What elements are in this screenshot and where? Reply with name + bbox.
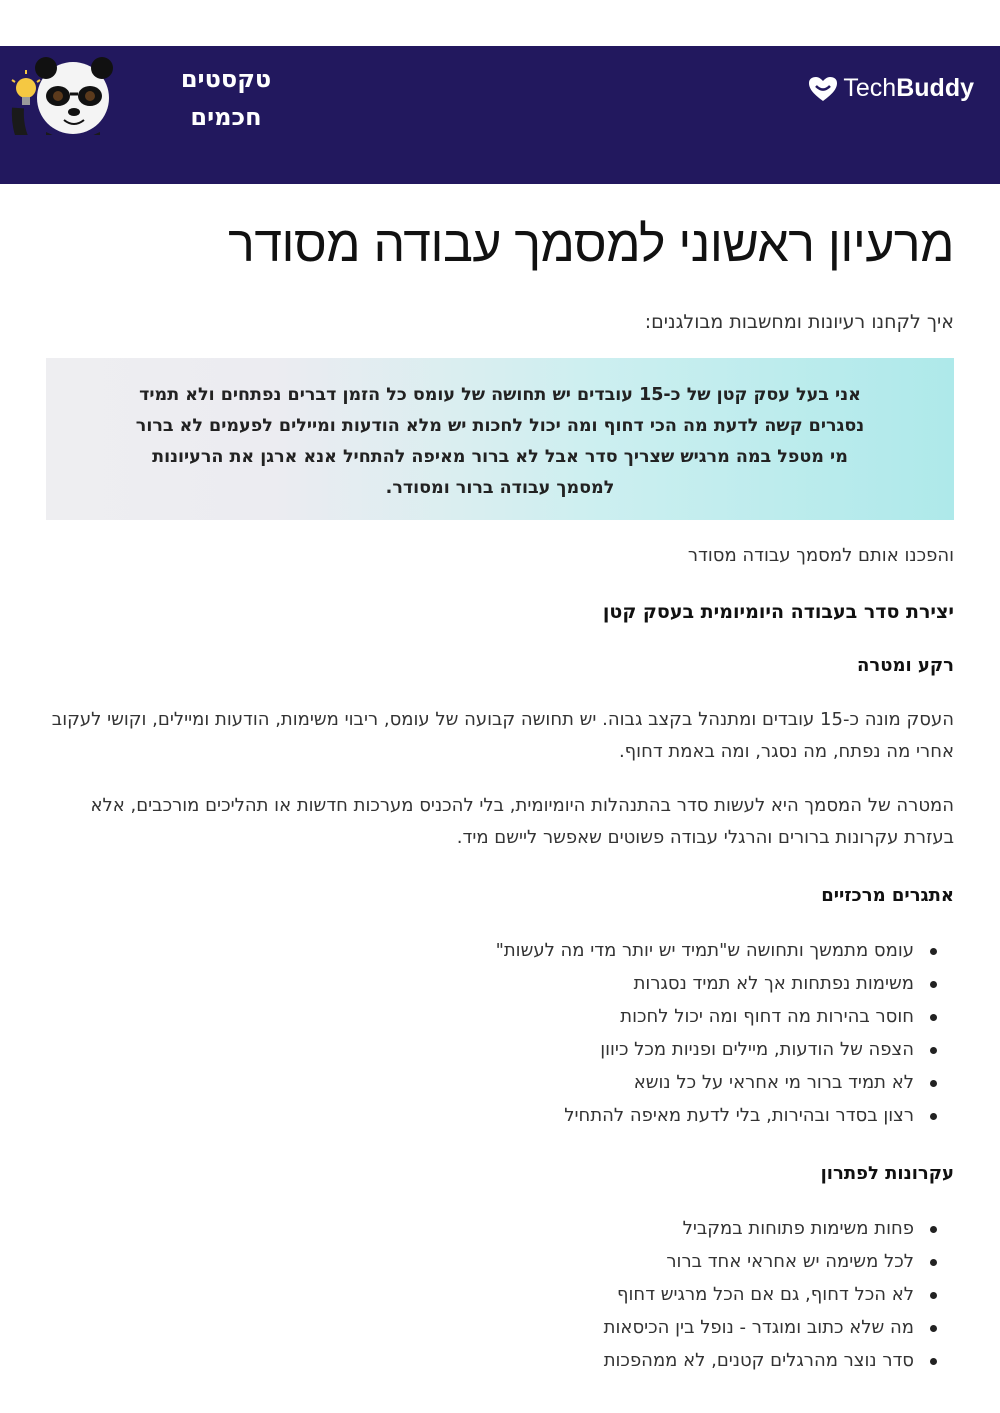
page-title: מרעיון ראשוני למסמך עבודה מסודר bbox=[228, 216, 954, 272]
list-item: סדר נוצר מהרגלים קטנים, לא ממהפכות bbox=[46, 1344, 954, 1377]
header-wedge bbox=[300, 135, 352, 184]
list-item: לכל משימה יש אחראי אחד ברור bbox=[46, 1245, 954, 1278]
brand-heart-icon bbox=[808, 76, 838, 102]
conversion-text: והפכנו אותם למסמך עבודה מסודר bbox=[687, 545, 954, 566]
brand-name-tech: Tech bbox=[843, 74, 897, 102]
document-content bbox=[46, 214, 954, 1377]
list-item: מה שלא כתוב ומוגדר - נופל בין הכיסאות bbox=[46, 1311, 954, 1344]
list-item: חוסר בהירות מה דחוף ומה יכול לחכות bbox=[46, 1000, 954, 1033]
background-heading: רקע ומטרה bbox=[857, 655, 954, 676]
challenges-list bbox=[46, 934, 954, 1132]
tagline-line-2: חכמים bbox=[190, 103, 262, 131]
principles-list bbox=[46, 1212, 954, 1377]
principles-heading: עקרונות לפתרון bbox=[820, 1163, 954, 1184]
background-paragraph-2: המטרה של המסמך היא לעשות סדר בהתנהלות היומיומית, בלי להכניס מערכות חדשות או תהליכים מורכבים, אלא בעזרת עקרונות ברורים והרגלי עבודה פשוטים שאפשר ליישם מיד. bbox=[90, 795, 954, 848]
list-item: רצון בסדר ובהירות, בלי לדעת מאיפה להתחיל bbox=[46, 1099, 954, 1132]
intro-text: איך לקחנו רעיונות ומחשבות מבולגנים: bbox=[644, 311, 954, 333]
challenges-heading: אתגרים מרכזיים bbox=[821, 885, 954, 906]
list-item: הצפה של הודעות, מיילים ופניות מכל כיוון bbox=[46, 1033, 954, 1066]
prompt-quote-box bbox=[46, 358, 954, 520]
brand-name-buddy: Buddy bbox=[896, 74, 974, 102]
brand-logo bbox=[808, 74, 974, 103]
header-bottom-strip bbox=[0, 135, 306, 184]
list-item: לא הכל דחוף, גם אם הכל מרגיש דחוף bbox=[46, 1278, 954, 1311]
section-title: יצירת סדר בעבודה היומיומית בעסק קטן bbox=[602, 601, 954, 623]
tagline-line-1: טקסטים bbox=[180, 65, 272, 93]
background-paragraph-1: העסק מונה כ-15 עובדים ומתנהל בקצב גבוה. יש תחושה קבועה של עומס, ריבוי משימות, הודעות ומיילים, וקושי לעקוב אחרי מה נפתח, מה נסגר, ומה באמת דחוף. bbox=[51, 709, 954, 762]
list-item: עומס מתמשך ותחושה ש"תמיד יש יותר מדי מה לעשות" bbox=[46, 934, 954, 967]
prompt-quote-text: אני בעל עסק קטן של כ-15 עובדים יש תחושה של עומס כל הזמן דברים נפתחים ולא תמיד נסגרים קשה לדעת מה הכי דחוף ומה יכול לחכות יש מלא הודעות ומיילים לפעמים לא ברור מי מטפל במה מרגיש שצריך סדר אבל לא ברור מאיפה להתחיל אנא ארגן את הרעיונות למסמך עבודה ברור ומסודר. bbox=[135, 385, 865, 498]
list-item: משימות נפתחות אך לא תמיד נסגרות bbox=[46, 967, 954, 1000]
list-item: פחות משימות פתוחות במקביל bbox=[46, 1212, 954, 1245]
list-item: לא תמיד ברור מי אחראי על כל נושא bbox=[46, 1066, 954, 1099]
